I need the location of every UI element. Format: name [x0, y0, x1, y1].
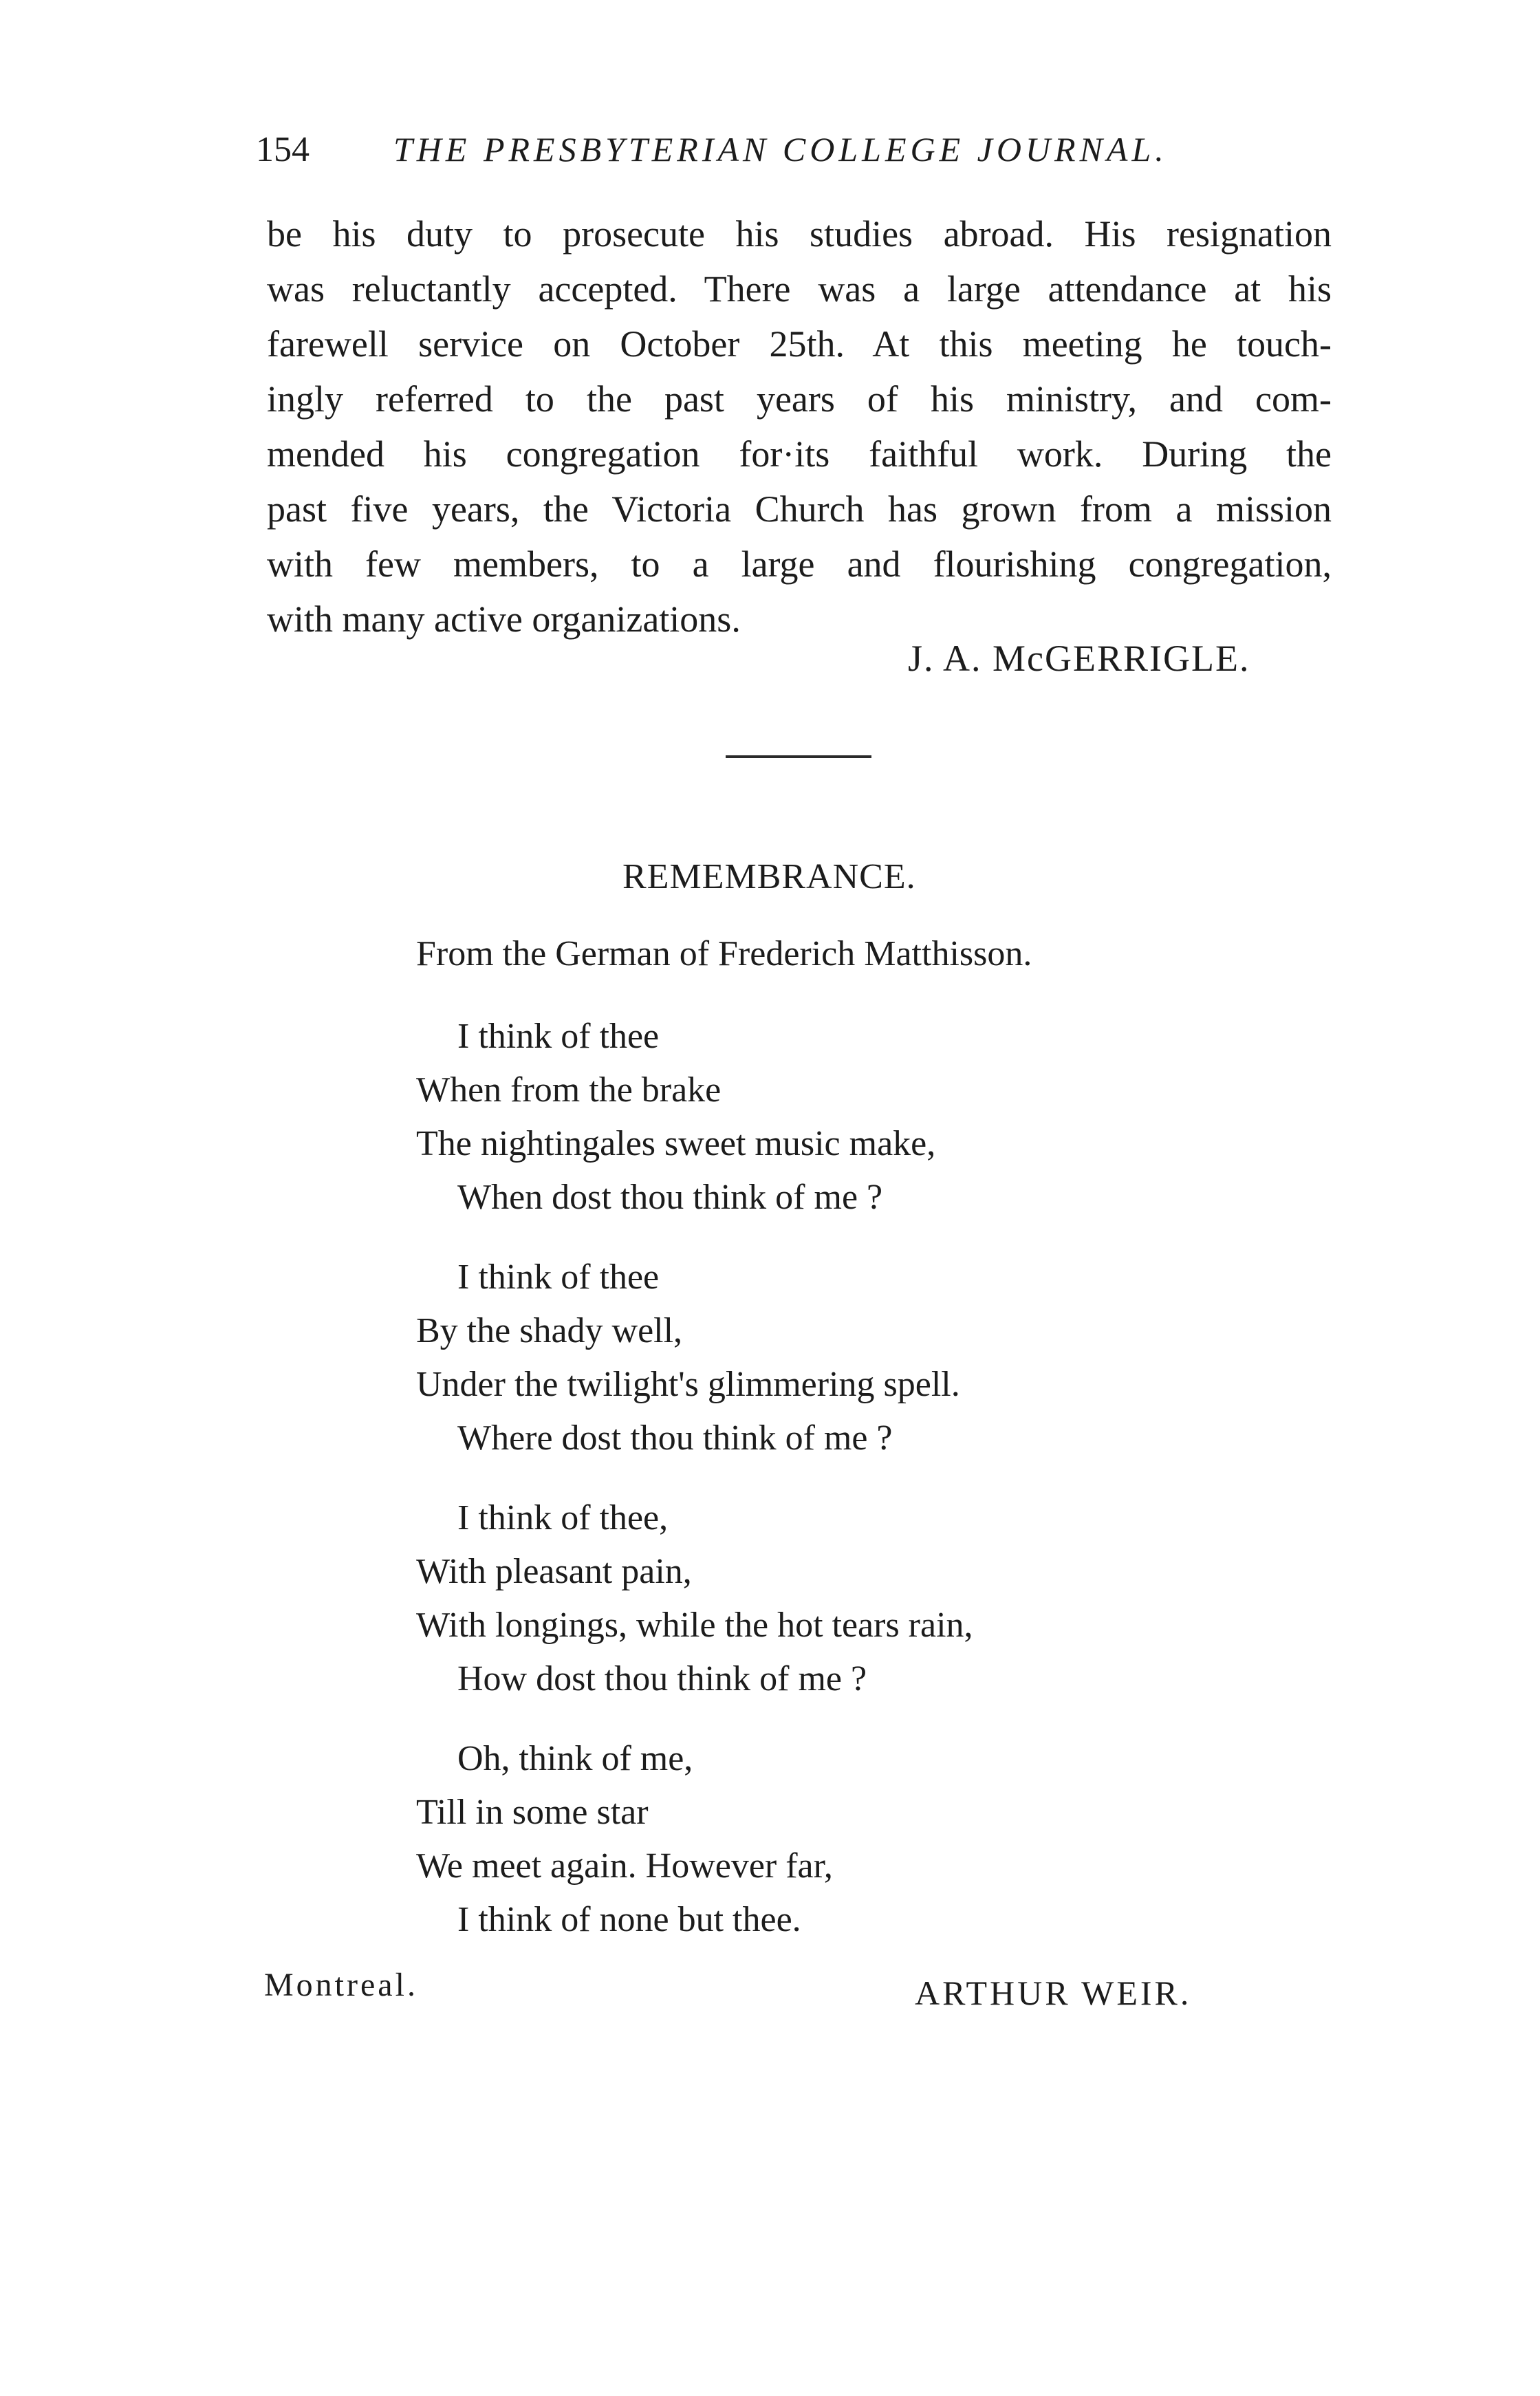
poem-author: ARTHUR WEIR.: [915, 1974, 1192, 2012]
poem-line: Oh, think of me,: [457, 1739, 693, 1778]
poem-line: How dost thou think of me ?: [457, 1659, 867, 1698]
poem-line: When dost thou think of me ?: [457, 1178, 883, 1217]
poem-line: Where dost thou think of me ?: [457, 1418, 893, 1458]
poem-title: REMEMBRANCE.: [622, 857, 916, 896]
poem-line: I think of thee: [457, 1017, 660, 1056]
poem-stanza-1: [416, 1010, 935, 1224]
paragraph-line: mended his congregation for·its faithful work. During the: [267, 433, 1332, 475]
paragraph-line: with few members, to a large and flourishing congregation,: [267, 543, 1332, 585]
poem-line: The nightingales sweet music make,: [416, 1124, 936, 1163]
poem-line: We meet again. However far,: [416, 1846, 833, 1886]
paragraph-line: past five years, the Victoria Church has grown from a mission: [267, 488, 1332, 530]
poem-line: I think of none but thee.: [457, 1900, 801, 1939]
paragraph-line: with many active organizations.: [267, 598, 741, 640]
paragraph-line: be his duty to prosecute his studies abroad. His resignation: [267, 213, 1332, 255]
poem-line: I think of thee: [457, 1258, 660, 1297]
paragraph-line: ingly referred to the past years of his ministry, and com-: [267, 378, 1332, 420]
section-divider: [726, 755, 871, 758]
poem-line: I think of thee,: [457, 1498, 669, 1537]
poem-stanza-2: [416, 1251, 960, 1465]
paragraph-line: was reluctantly accepted. There was a large attendance at his: [267, 268, 1332, 310]
poem-line: Under the twilight's glimmering spell.: [416, 1365, 960, 1404]
poem-subtitle: From the German of Frederich Matthisson.: [416, 934, 1032, 973]
article-signature: J. A. McGERRIGLE.: [908, 638, 1250, 679]
poem-line: Till in some star: [416, 1793, 649, 1832]
paragraph-line: farewell service on October 25th. At this meeting he touch-: [267, 323, 1332, 365]
running-header-title: THE PRESBYTERIAN COLLEGE JOURNAL.: [393, 130, 1168, 169]
article-paragraph: [267, 206, 1332, 647]
poem-stanza-4: [416, 1732, 833, 1947]
poem-line: By the shady well,: [416, 1311, 683, 1350]
poem-line: With pleasant pain,: [416, 1552, 692, 1591]
page-number: 154: [256, 130, 310, 169]
poem-stanza-3: [416, 1491, 973, 1706]
poem-place: Montreal.: [264, 1967, 418, 2003]
poem-line: With longings, while the hot tears rain,: [416, 1606, 973, 1645]
poem-line: When from the brake: [416, 1070, 722, 1110]
